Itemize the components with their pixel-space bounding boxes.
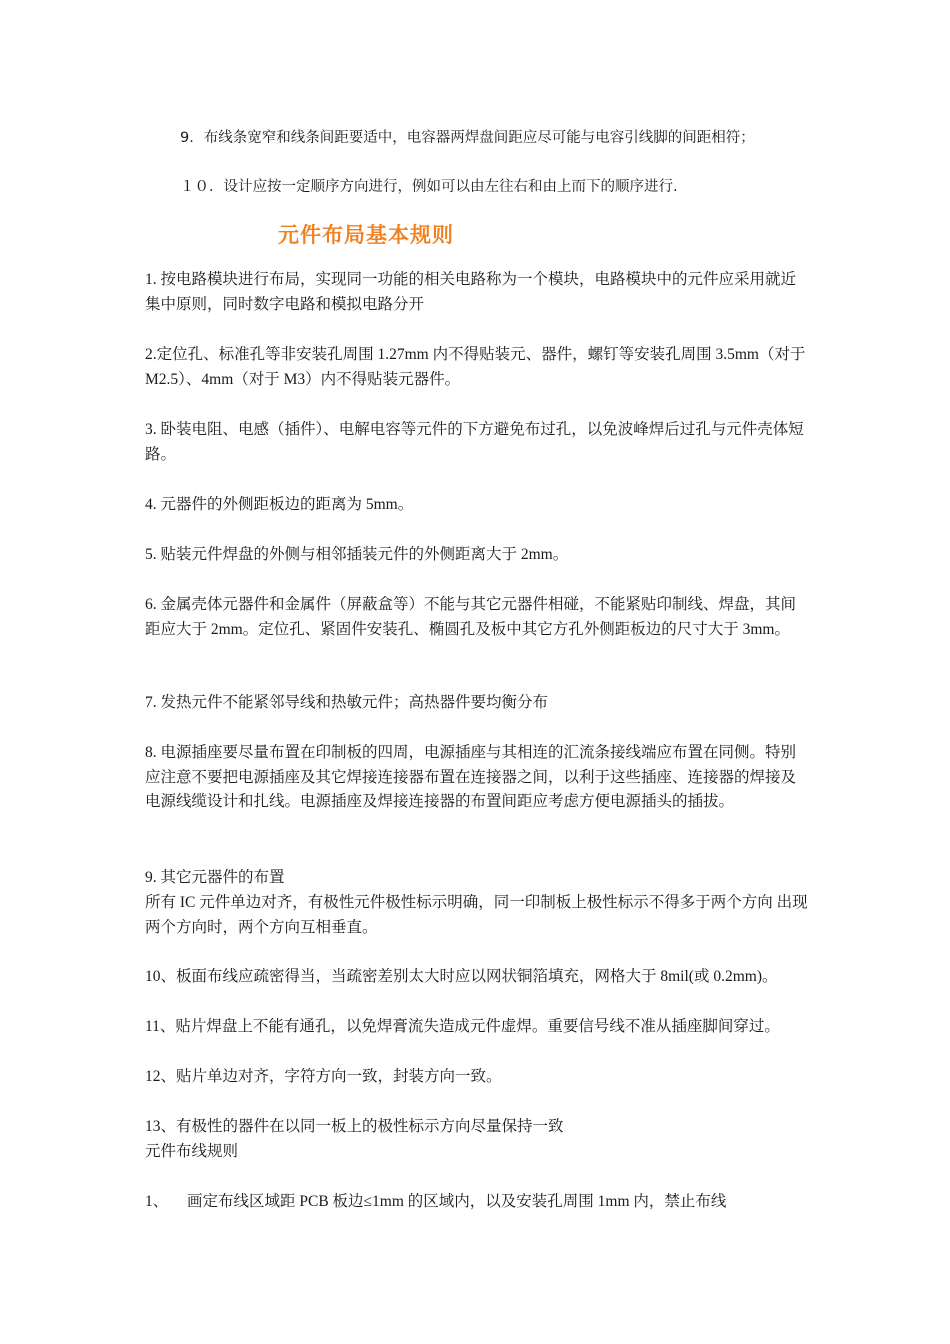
rule-5: 5. 贴装元件焊盘的外侧与相邻插装元件的外侧距离大于 2mm。 (145, 546, 569, 563)
rule-3: 3. 卧装电阻、电感（插件）、电解电容等元件的下方避免布过孔，以免波峰焊后过孔与元件壳体短路。 (145, 421, 804, 463)
rule-1: 1. 按电路模块进行布局，实现同一功能的相关电路称为一个模块，电路模块中的元件应采用就近集中原则，同时数字电路和模拟电路分开 (145, 271, 797, 313)
rule-10: 10、板面布线应疏密得当，当疏密差别太大时应以网状铜箔填充，网格大于 8mil(或 0.2mm)。 (145, 968, 778, 985)
rule-11: 11、贴片焊盘上不能有通孔，以免焊膏流失造成元件虚焊。重要信号线不准从插座脚间穿过。 (145, 1018, 780, 1035)
intro-item-9: 9．布线条宽窄和线条间距要适中，电容器两焊盘间距应尽可能与电容引线脚的间距相符； (180, 130, 755, 146)
routing-item-1-number: 1、 (145, 1193, 169, 1210)
rule-4: 4. 元器件的外侧距板边的距离为 5mm。 (145, 496, 414, 513)
rule-13: 13、有极性的器件在以同一板上的极性标示方向尽量保持一致 (145, 1118, 564, 1135)
rule-2: 2.定位孔、标准孔等非安装孔周围 1.27mm 内不得贴装元、器件，螺钉等安装孔周围 3.5mm（对于 M2.5）、4mm（对于 M3）内不得贴装元器件。 (145, 346, 806, 388)
rule-8: 8. 电源插座要尽量布置在印制板的四周，电源插座与其相连的汇流条接线端应布置在同侧。特别应注意不要把电源插座及其它焊接连接器布置在连接器之间，以利于这些插座、连接器的焊接及电源线缆设计和扎线。电源插座及焊接连接器的布置间距应考虑方便电源插头的插拔。 (145, 744, 797, 810)
rule-9-body: 所有 IC 元件单边对齐，有极性元件极性标示明确，同一印制板上极性标示不得多于两个方向 出现两个方向时，两个方向互相垂直。 (145, 894, 808, 936)
intro-item-10: １０．设计应按一定顺序方向进行，例如可以由左往右和由上而下的顺序进行. (180, 179, 678, 195)
rule-7: 7. 发热元件不能紧邻导线和热敏元件；高热器件要均衡分布 (145, 694, 549, 711)
rule-6: 6. 金属壳体元器件和金属件（屏蔽盒等）不能与其它元器件相碰，不能紧贴印制线、焊盘，其间距应大于 2mm。定位孔、紧固件安装孔、椭圆孔及板中其它方孔外侧距板边的尺寸大于 3mm。 (145, 596, 797, 638)
routing-item-1 (145, 1190, 810, 1215)
section-title: 元件布局基本规则 (278, 223, 454, 247)
rule-9-title: 9. 其它元器件的布置 (145, 869, 285, 886)
routing-title: 元件布线规则 (145, 1143, 239, 1160)
routing-item-1-text: 画定布线区域距 PCB 板边≤1mm 的区域内，以及安装孔周围 1mm 内，禁止布线 (187, 1193, 727, 1210)
rule-12: 12、贴片单边对齐，字符方向一致，封装方向一致。 (145, 1068, 502, 1085)
